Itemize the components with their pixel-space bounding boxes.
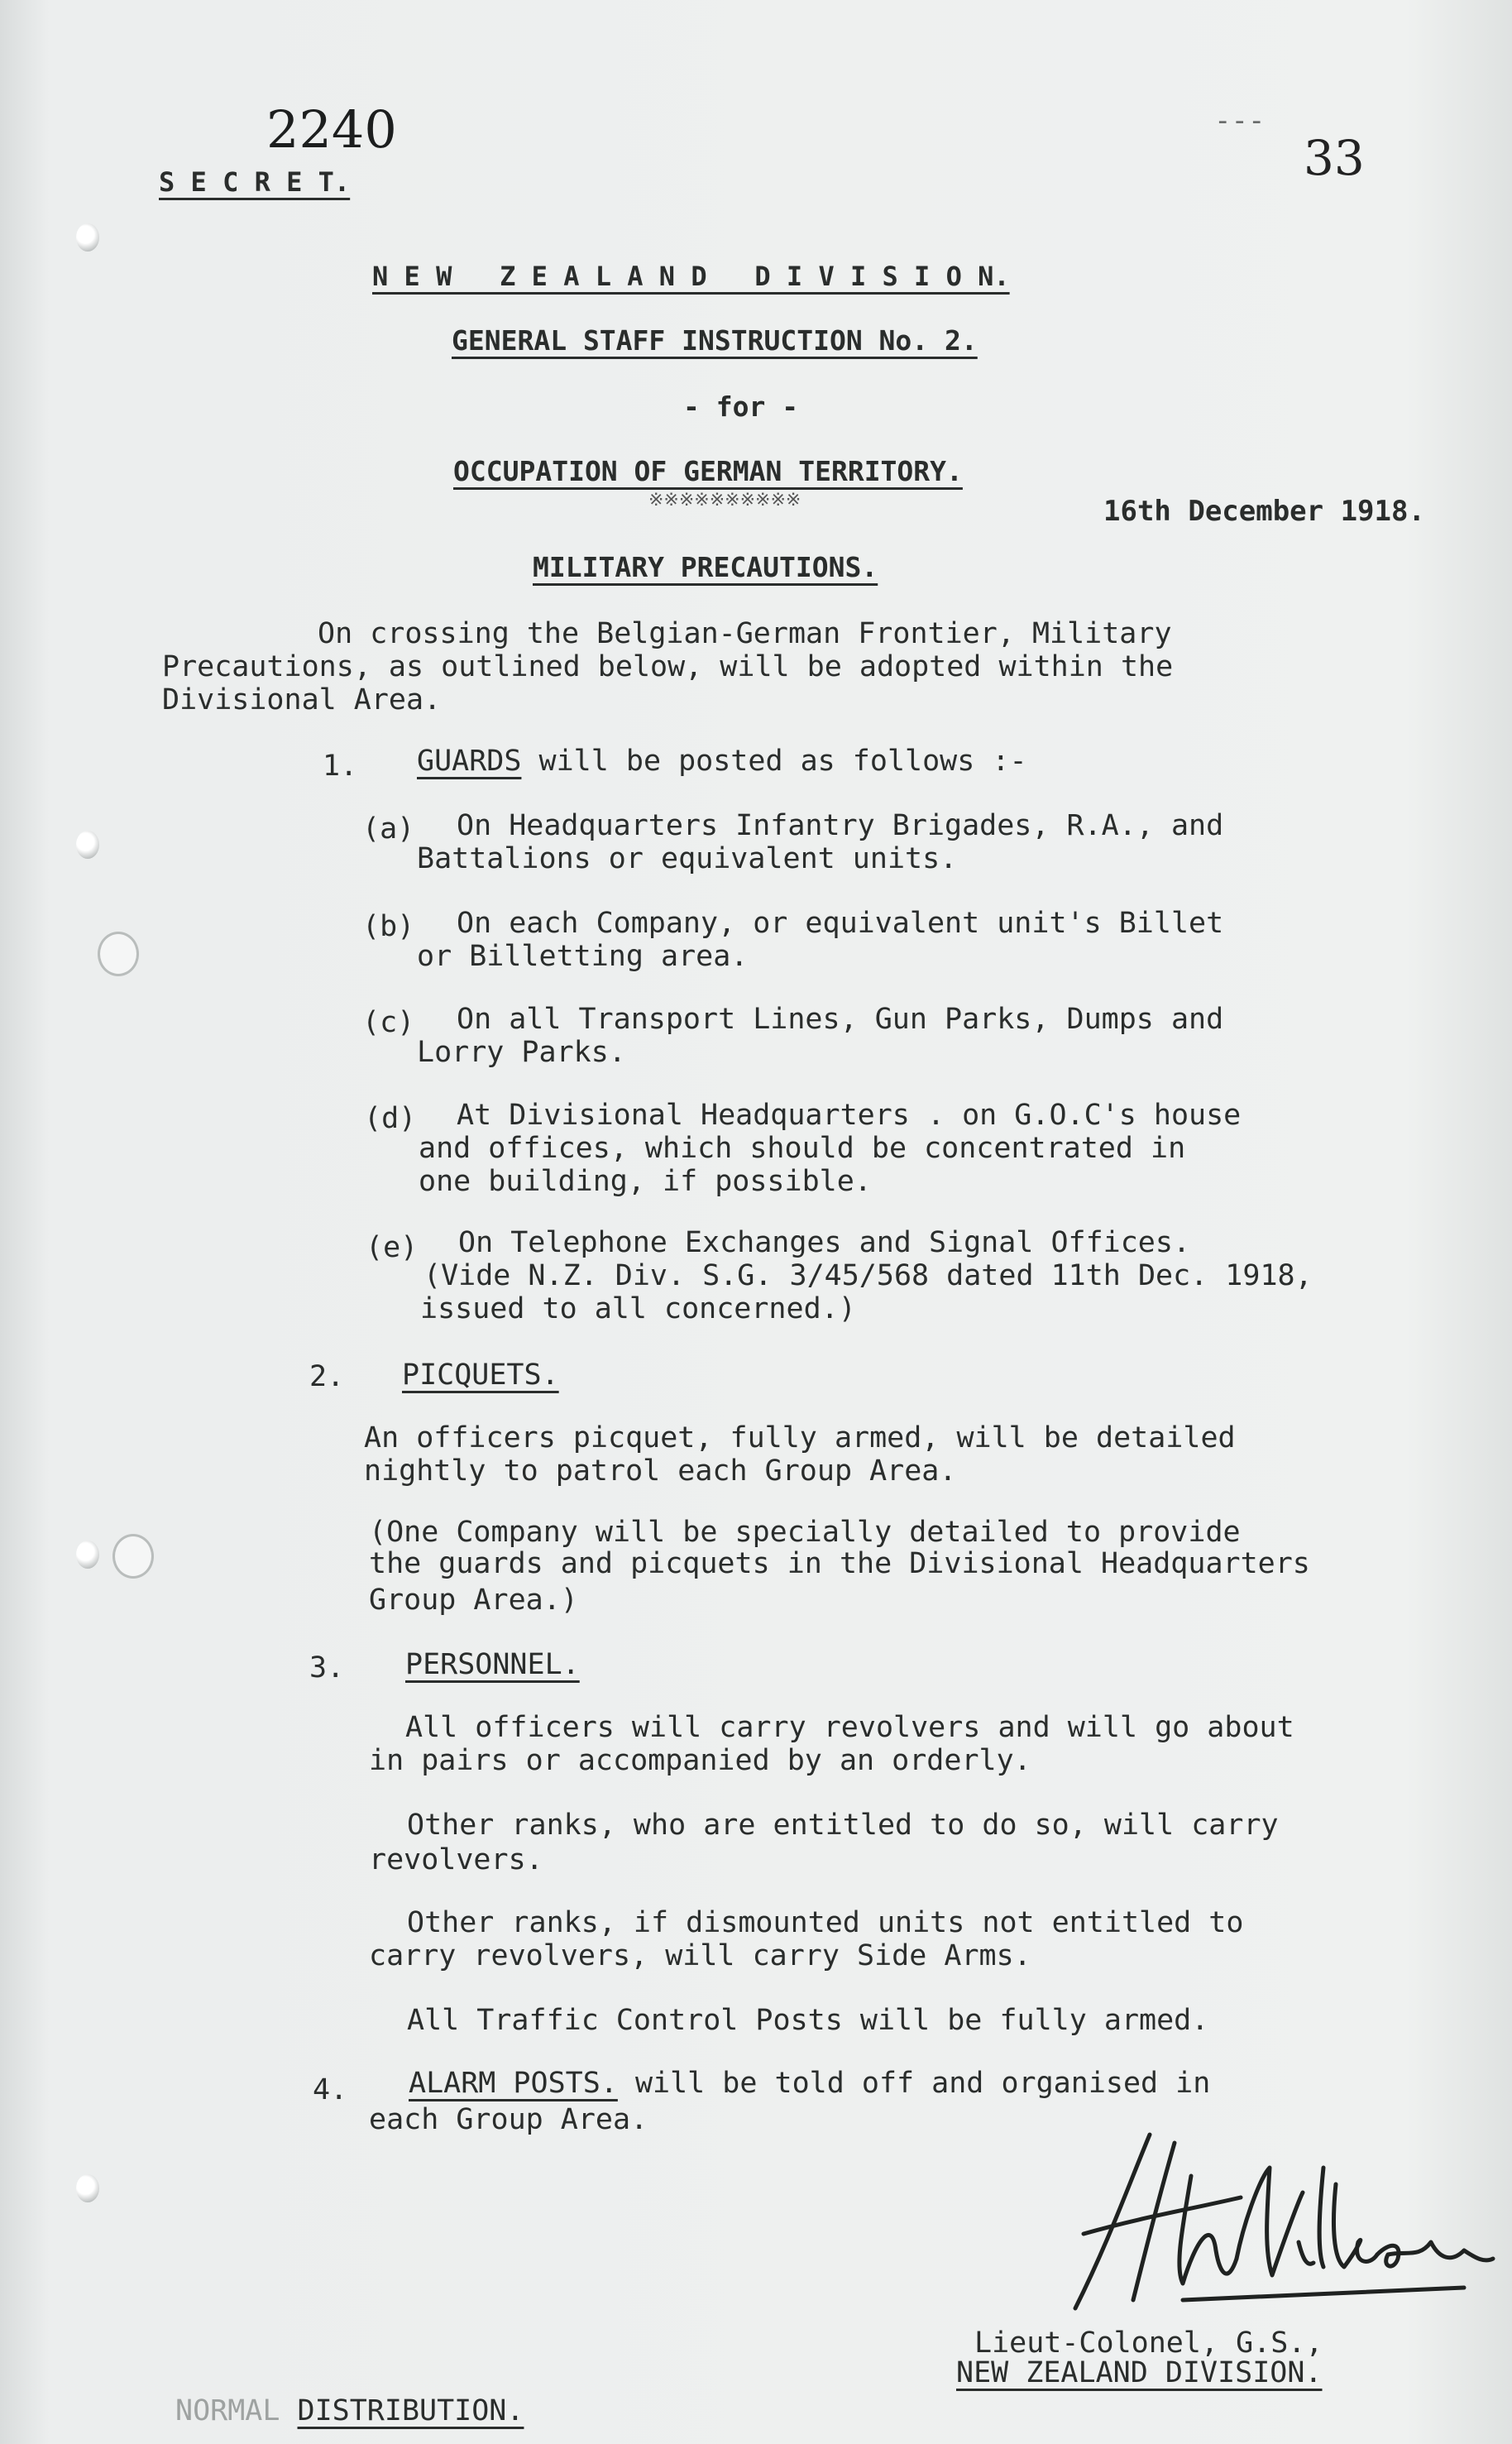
item2-para2-line-2: the guards and picquets in the Divisional Headquarters (369, 1547, 1310, 1580)
signatory-unit: NEW ZEALAND DIVISION. (956, 2356, 1323, 2389)
sub-a-line-2: Battalions or equivalent units. (417, 842, 958, 875)
page-number: 33 (1304, 130, 1365, 186)
document-date: 16th December 1918. (1103, 495, 1425, 528)
distribution-heading: DISTRIBUTION. (297, 2394, 524, 2427)
item3-para3-line-1: Other ranks, if dismounted units not entitled to (407, 1906, 1244, 1939)
item3-para3-line-2: carry revolvers, will carry Side Arms. (369, 1939, 1031, 1972)
sub-e-line-2: (Vide N.Z. Div. S.G. 3/45/568 dated 11th Dec. 1918, (423, 1259, 1313, 1292)
sub-c-line-2: Lorry Parks. (417, 1036, 626, 1069)
division-heading: N E W Z E A L A N D D I V I S I O N. (372, 261, 1010, 292)
punch-hole-ring (112, 1534, 154, 1579)
item3-heading: PERSONNEL. (405, 1648, 580, 1681)
sub-d-line-3: one building, if possible. (419, 1165, 872, 1198)
distribution-prefix: NORMAL (175, 2394, 280, 2427)
sub-d-label: (d) (364, 1102, 417, 1135)
item2-number: 2. (309, 1360, 345, 1393)
item4-heading-line (409, 2065, 1210, 2101)
item4-heading: ALARM POSTS. (409, 2067, 618, 2100)
item4-line-2: each Group Area. (369, 2103, 648, 2136)
sub-a-label: (a) (362, 812, 415, 846)
item2-para2-line-1: (One Company will be specially detailed to provide (369, 1516, 1241, 1549)
item2-para1-line-1: An officers picquet, fully armed, will be detailed (364, 1421, 1236, 1454)
sub-c-line-1: On all Transport Lines, Gun Parks, Dumps and (457, 1003, 1224, 1036)
punch-hole (76, 2174, 99, 2202)
sub-b-line-2: or Billetting area. (417, 940, 749, 973)
section-title: MILITARY PRECAUTIONS. (533, 551, 878, 583)
intro-line-2: Precautions, as outlined below, will be adopted within the (162, 650, 1174, 683)
item3-para1-line-1: All officers will carry revolvers and will go about (405, 1711, 1294, 1744)
sub-b-label: (b) (362, 910, 415, 943)
item1-number: 1. (323, 750, 358, 783)
for-line: - for - (683, 391, 799, 423)
distribution-line (175, 2393, 524, 2429)
instruction-title: GENERAL STAFF INSTRUCTION No. 2. (452, 324, 978, 357)
intro-line-1: On crossing the Belgian-German Frontier, Military (318, 617, 1172, 650)
sub-e-line-3: issued to all concerned.) (420, 1292, 856, 1325)
sub-b-line-1: On each Company, or equivalent unit's Billet (457, 907, 1224, 940)
item3-para2-line-2: revolvers. (369, 1843, 543, 1876)
signatory-rank: Lieut-Colonel, G.S., (974, 2327, 1323, 2360)
sub-e-line-1: On Telephone Exchanges and Signal Offices. (458, 1226, 1191, 1259)
punch-hole (76, 223, 99, 252)
item1-heading: GUARDS (417, 745, 522, 778)
sub-d-line-2: and offices, which should be concentrated in (419, 1132, 1186, 1165)
item2-para2-line-3: Group Area.) (369, 1584, 578, 1617)
punch-hole (76, 1541, 99, 1569)
sub-d-line-1: At Divisional Headquarters . on G.O.C's house (457, 1099, 1242, 1132)
item2-heading: PICQUETS. (402, 1359, 559, 1392)
occupation-title: OCCUPATION OF GERMAN TERRITORY. (453, 455, 963, 487)
item3-para1-line-2: in pairs or accompanied by an orderly. (369, 1744, 1031, 1777)
page-dash: --- (1214, 104, 1266, 137)
item1-heading-line (417, 743, 1027, 779)
secret-mark: S E C R E T. (159, 166, 351, 198)
item2-para1-line-2: nightly to patrol each Group Area. (364, 1454, 957, 1488)
item1-heading-rest: will be posted as follows :- (521, 745, 1027, 778)
item4-number: 4. (313, 2073, 348, 2106)
handwritten-signature (1050, 2118, 1497, 2325)
item3-para2-line-1: Other ranks, who are entitled to do so, will carry (407, 1809, 1279, 1842)
item4-heading-rest: will be told off and organised in (617, 2067, 1211, 2100)
ornament-line: ※※※※※※※※※※ (648, 490, 801, 510)
item3-number: 3. (309, 1651, 345, 1684)
punch-hole-ring (98, 932, 139, 976)
file-number: 2240 (266, 99, 397, 160)
sub-e-label: (e) (366, 1231, 419, 1264)
sub-c-label: (c) (362, 1006, 415, 1039)
intro-line-3: Divisional Area. (162, 683, 442, 716)
item3-para4: All Traffic Control Posts will be fully armed. (407, 2004, 1209, 2037)
sub-a-line-1: On Headquarters Infantry Brigades, R.A., and (457, 809, 1224, 842)
punch-hole (76, 831, 99, 859)
